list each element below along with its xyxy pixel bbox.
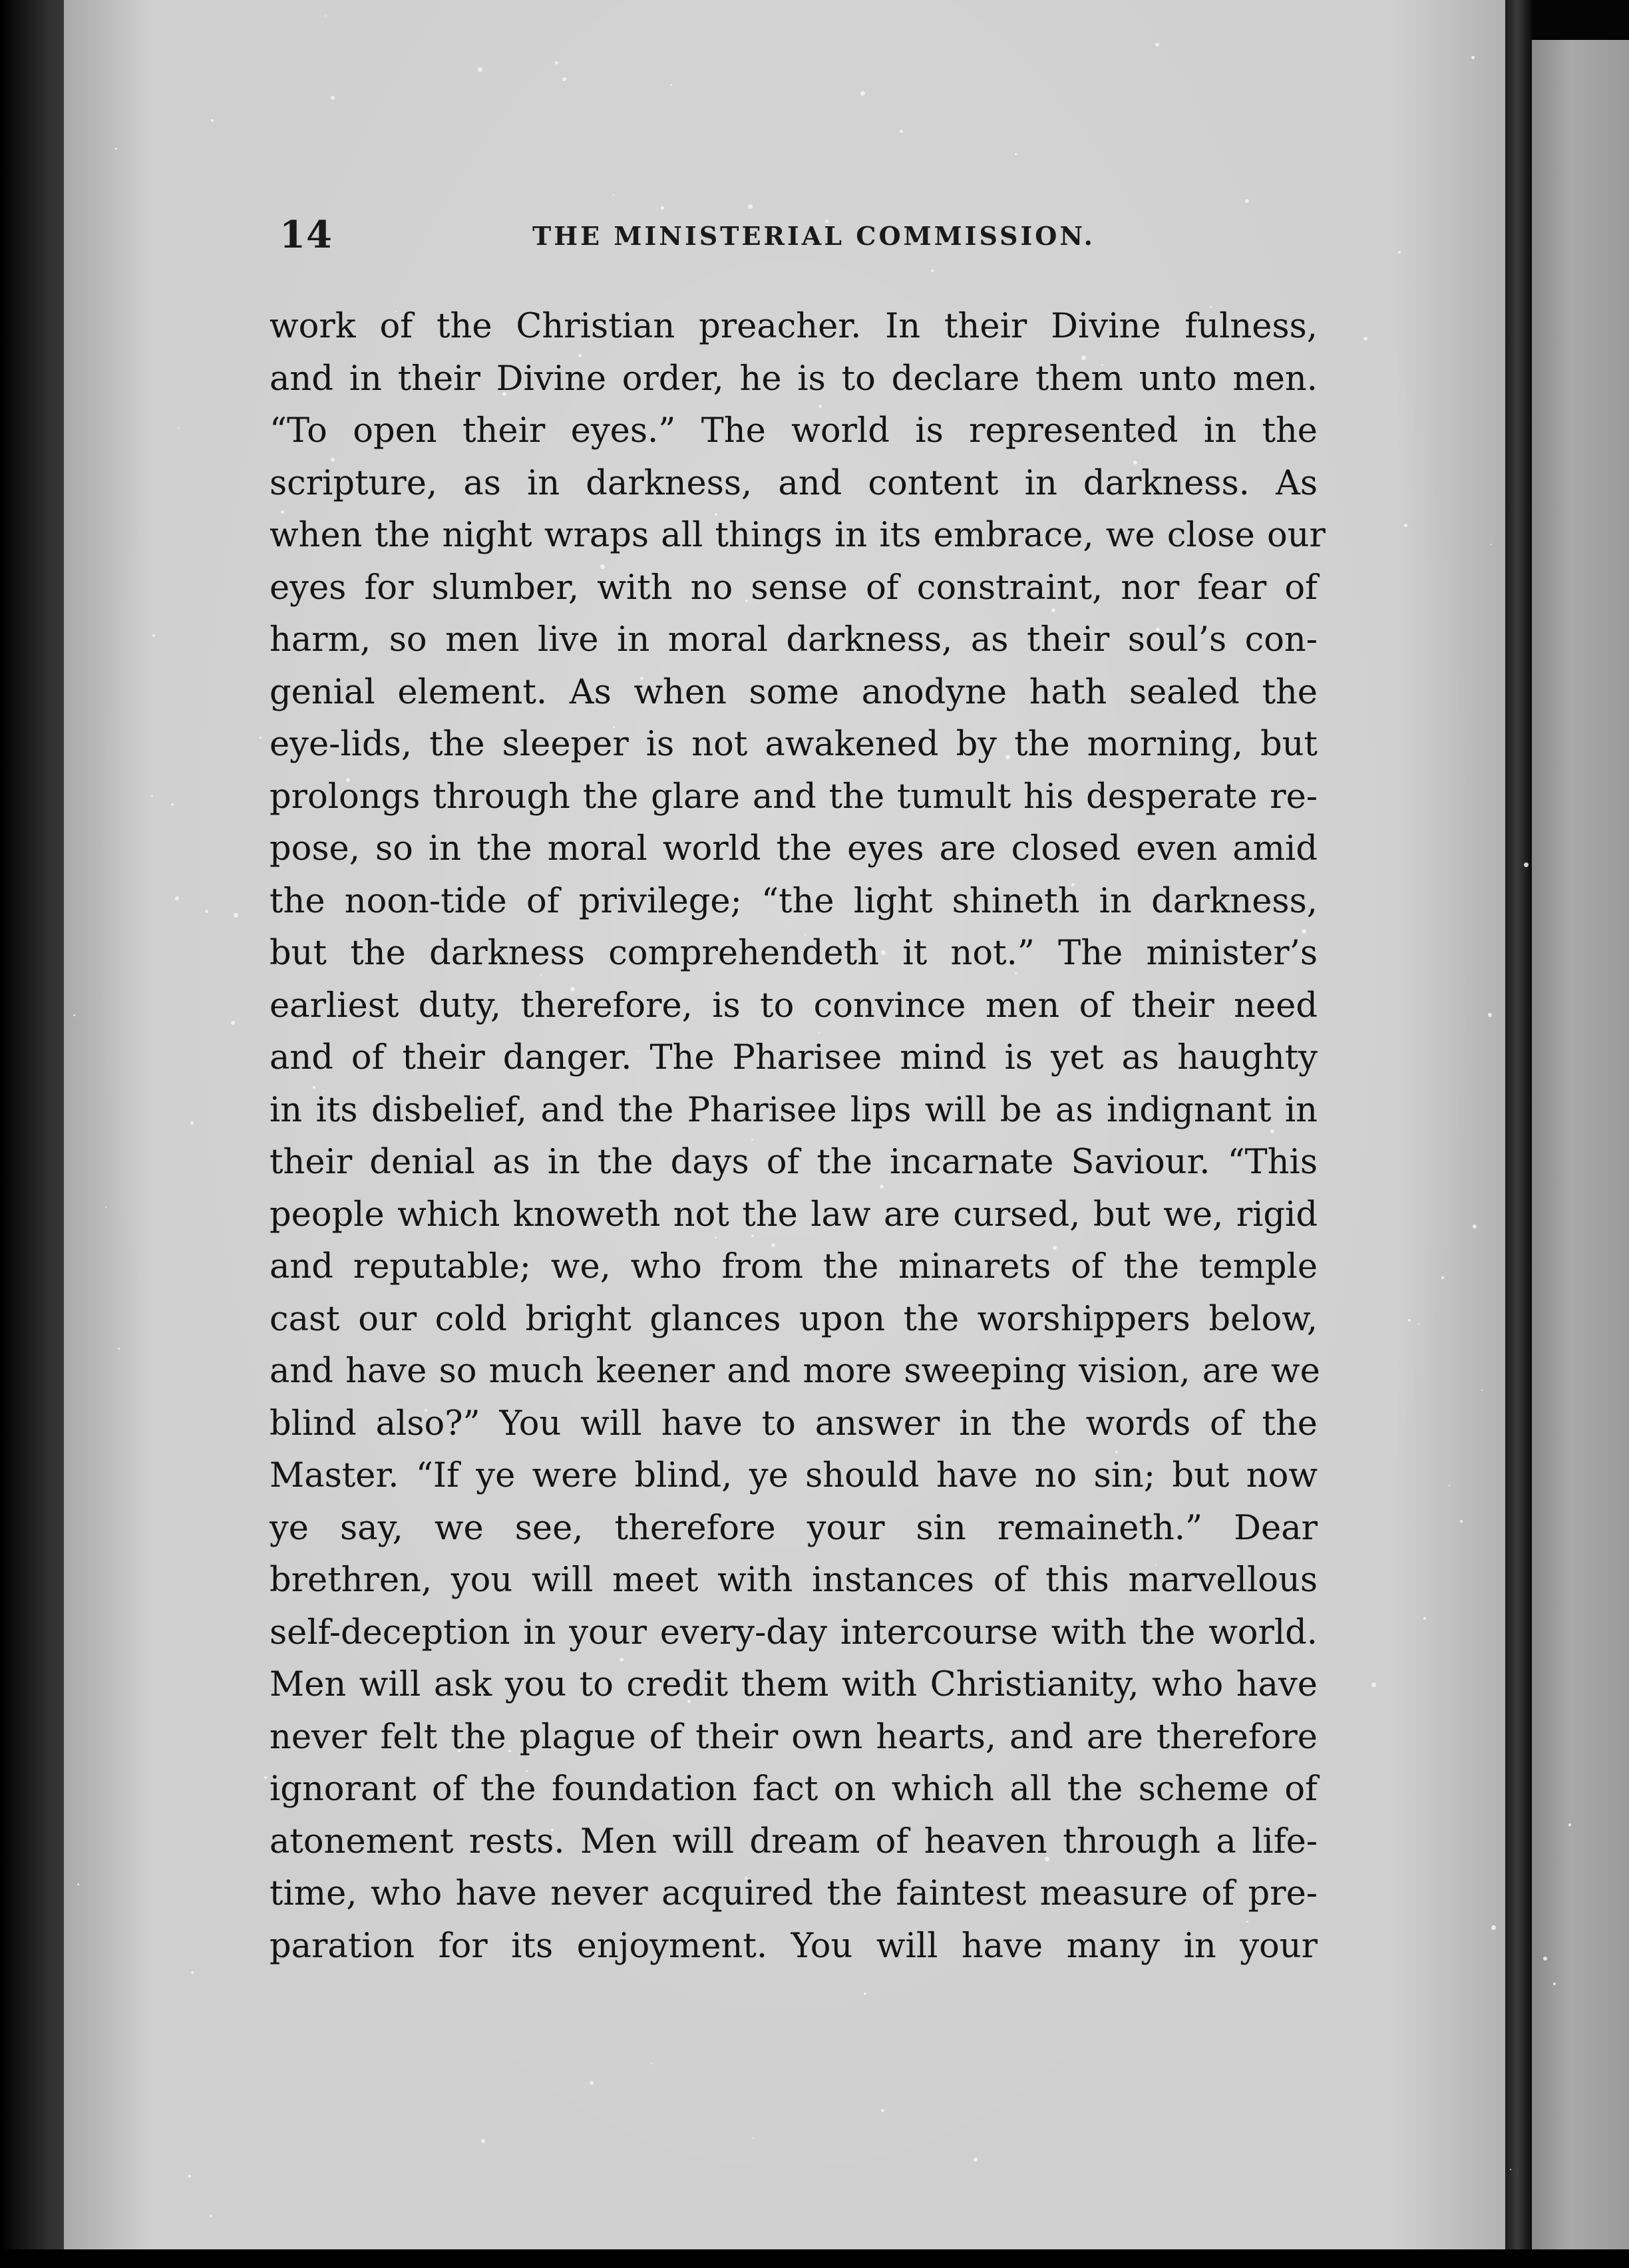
dust-speck: [178, 427, 179, 429]
text-line: eyes for slumber, with no sense of constraint, nor fear of: [270, 568, 1318, 608]
dust-speck: [1398, 251, 1401, 254]
dust-speck: [331, 96, 335, 100]
dust-speck: [234, 913, 238, 918]
dust-speck: [210, 2215, 212, 2217]
dust-speck: [481, 2139, 485, 2143]
dust-speck: [325, 15, 326, 17]
dust-speck: [1553, 1983, 1556, 1985]
dust-speck: [860, 91, 865, 96]
text-line: blind also?” You will have to answer in the words of the: [270, 1404, 1318, 1443]
text-line: ye say, we see, therefore your sin remaineth.” Dear: [270, 1508, 1318, 1548]
dust-speck: [151, 795, 153, 797]
dust-speck: [900, 130, 903, 133]
text-line: Master. “If ye were blind, ye should have no sin; but now: [270, 1456, 1318, 1495]
dust-speck: [562, 77, 566, 81]
text-line: and of their danger. The Pharisee mind is yet as haughty: [270, 1038, 1318, 1077]
dust-speck: [651, 2063, 652, 2064]
dust-speck: [171, 803, 174, 806]
text-line: prolongs through the glare and the tumult his desperate re-: [270, 777, 1318, 817]
dust-speck: [864, 1992, 866, 1995]
dust-speck: [1488, 1013, 1492, 1017]
text-line: the noon-tide of privilege; “the light shineth in darkness,: [270, 881, 1318, 921]
text-line: scripture, as in darkness, and content in darkness. As: [270, 463, 1318, 503]
dust-speck: [670, 84, 672, 86]
page-header: [279, 213, 1318, 266]
dust-speck: [175, 896, 179, 900]
dust-speck: [1015, 153, 1017, 155]
body-text: [270, 301, 1326, 1973]
dust-speck: [748, 204, 753, 209]
text-line: brethren, you will meet with instances of this marvellous: [270, 1561, 1318, 1600]
dust-speck: [1471, 56, 1475, 59]
text-line: atonement rests. Men will dream of heaven through a life-: [270, 1821, 1318, 1861]
text-line: in its disbelief, and the Pharisee lips will be as indignant in: [270, 1090, 1318, 1130]
dust-speck: [661, 206, 664, 210]
dust-speck: [1460, 1520, 1463, 1523]
text-line: their denial as in the days of the incarnate Saviour. “This: [270, 1143, 1318, 1182]
text-line: work of the Christian preacher. In their Divine fulness,: [270, 307, 1318, 346]
dust-speck: [931, 270, 934, 272]
dust-speck: [1408, 1319, 1411, 1322]
scan-border: [0, 2249, 1629, 2268]
text-line: harm, so men live in moral darkness, as their soul’s con-: [270, 620, 1318, 660]
text-line: paration for its enjoyment. You will have many in your: [270, 1926, 1318, 1966]
dust-speck: [555, 61, 558, 65]
dust-speck: [1155, 43, 1159, 47]
dust-speck: [211, 119, 214, 122]
dust-speck: [1491, 1925, 1496, 1930]
text-line: cast our cold bright glances upon the worshippers below,: [270, 1299, 1318, 1339]
text-line: eye-lids, the sleeper is not awakened by the morning, but: [270, 725, 1318, 764]
dust-speck: [191, 1971, 194, 1974]
text-line: when the night wraps all things in its embrace, we close our: [270, 516, 1326, 555]
text-line: and in their Divine order, he is to declare them unto men.: [270, 359, 1318, 399]
dust-speck: [1441, 1276, 1444, 1279]
text-line: ignorant of the foundation fact on which all the scheme of: [270, 1770, 1318, 1809]
dust-speck: [118, 1348, 120, 1350]
dust-speck: [188, 2175, 191, 2177]
text-line: never felt the plague of their own hearts, and are therefore: [270, 1717, 1318, 1757]
dust-speck: [590, 2081, 594, 2085]
dust-speck: [260, 737, 262, 739]
text-line: self-deception in your every-day intercourse with the world.: [270, 1612, 1318, 1652]
dust-speck: [1423, 1617, 1426, 1620]
dust-speck: [1371, 1682, 1376, 1687]
text-line: time, who have never acquired the faintest measure of pre-: [270, 1874, 1318, 1913]
dust-speck: [105, 1207, 106, 1208]
text-line: Men will ask you to credit them with Christianity, who have: [270, 1665, 1318, 1704]
text-line: “To open their eyes.” The world is represented in the: [270, 411, 1318, 451]
dust-speck: [1481, 1390, 1483, 1391]
text-line: but the darkness comprehendeth it not.” The minister’s: [270, 934, 1318, 973]
dust-speck: [1568, 1823, 1571, 1826]
dust-speck: [1404, 524, 1407, 527]
text-line: and have so much keener and more sweeping vision, are we: [270, 1352, 1320, 1391]
dust-speck: [974, 2158, 978, 2162]
dust-speck: [1543, 1957, 1547, 1961]
dust-speck: [1418, 1323, 1419, 1324]
dust-speck: [1473, 1225, 1477, 1228]
dust-speck: [231, 1021, 235, 1025]
text-line: pose, so in the moral world the eyes are closed even amid: [270, 829, 1318, 868]
page-edge: [1505, 0, 1532, 2268]
text-line: people which knoweth not the law are cursed, but we, rigid: [270, 1195, 1318, 1234]
dust-speck: [881, 2109, 884, 2112]
dust-speck: [1363, 337, 1367, 341]
text-line: and reputable; we, who from the minarets of the temple: [270, 1247, 1318, 1286]
dust-speck: [478, 67, 482, 72]
dust-speck: [1491, 544, 1492, 545]
text-line: genial element. As when some anodyne hath sealed the: [270, 672, 1318, 712]
dust-speck: [77, 1883, 79, 1885]
dust-speck: [73, 1014, 75, 1016]
running-head: THE MINISTERIAL COMMISSION.: [532, 221, 1095, 251]
adjacent-page-sliver: [1532, 40, 1629, 2256]
dust-speck: [613, 194, 614, 196]
dust-speck: [1524, 862, 1529, 867]
dust-speck: [753, 2138, 754, 2139]
dust-speck: [1449, 1485, 1450, 1486]
dust-speck: [1510, 2169, 1511, 2170]
text-line: earliest duty, therefore, is to convince men of their need: [270, 986, 1318, 1026]
dust-speck: [205, 910, 208, 913]
page-number: 14: [279, 213, 333, 257]
dust-speck: [190, 1121, 194, 1125]
dust-speck: [115, 148, 117, 150]
dust-speck: [264, 1776, 267, 1779]
dust-speck: [152, 634, 155, 637]
dust-speck: [1245, 199, 1249, 203]
